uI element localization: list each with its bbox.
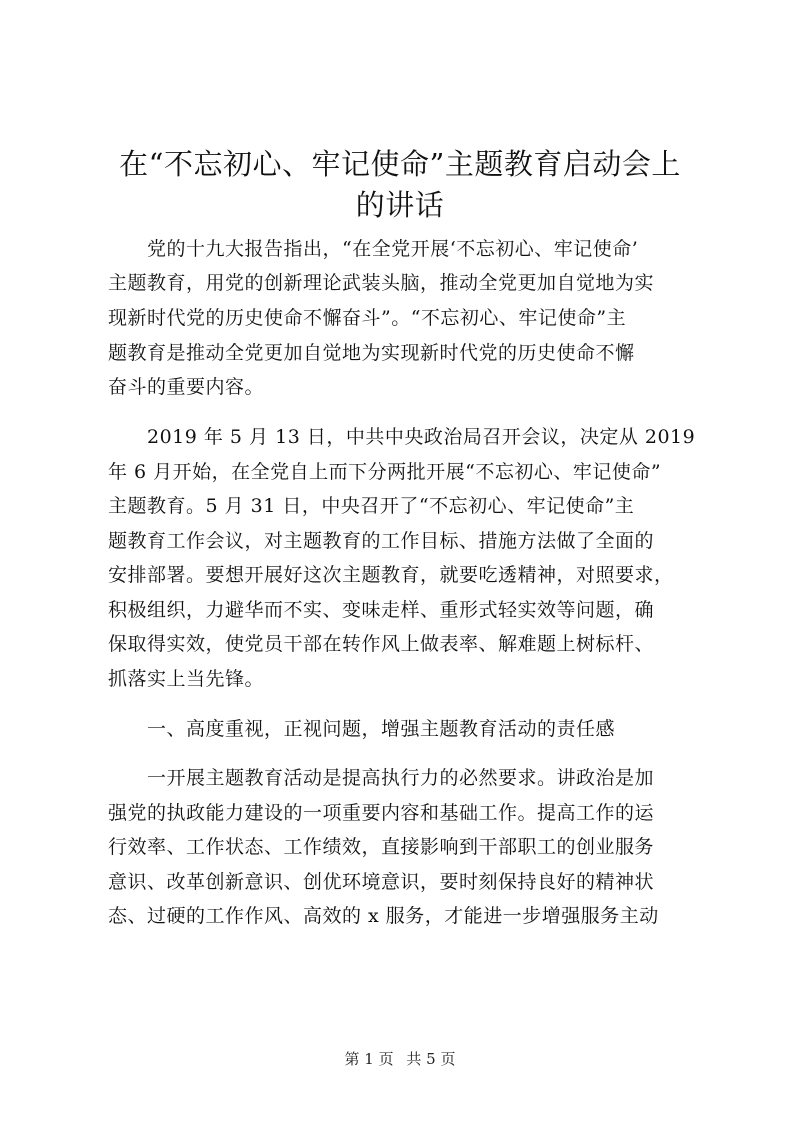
section-heading-1: 一、高度重视，正视问题，增强主题教育活动的责任感 (147, 718, 616, 740)
paragraph-1-line-4: 题教育是推动全党更加自觉地为实现新时代党的历史使命不懈 (108, 342, 635, 364)
paragraph-2-line-2: 年 6 月开始，在全党自上而下分两批开展“不忘初心、牢记使命” (108, 461, 662, 483)
document-title-line-1: 在“不忘初心、牢记使命”主题教育启动会上 (119, 147, 681, 181)
paragraph-3-line-5: 态、过硬的工作作风、高效的 x 服务，才能进一步增强服务主动 (108, 905, 659, 927)
paragraph-1-line-3: 现新时代党的历史使命不懈奋斗”。“不忘初心、牢记使命”主 (108, 307, 627, 329)
page-number-total: 共 5 页 (406, 1050, 456, 1068)
paragraph-1-line-5: 奋斗的重要内容。 (108, 376, 265, 398)
paragraph-1-line-2: 主题教育，用党的创新理论武装头脑，推动全党更加自觉地为实 (108, 272, 655, 294)
paragraph-2-line-1: 2019 年 5 月 13 日，中共中央政治局召开会议，决定从 2019 (147, 426, 696, 448)
paragraph-2-line-5: 安排部署。要想开展好这次主题教育，就要吃透精神，对照要求， (108, 564, 674, 586)
paragraph-2-line-6: 积极组织，力避华而不实、变味走样、重形式轻实效等问题，确 (108, 599, 655, 621)
paragraph-2-line-4: 题教育工作会议，对主题教育的工作目标、措施方法做了全面的 (108, 530, 655, 552)
paragraph-3-line-2: 强党的执政能力建设的一项重要内容和基础工作。提高工作的运 (108, 802, 655, 824)
paragraph-2-line-3: 主题教育。5 月 31 日，中央召开了“不忘初心、牢记使命”主 (108, 495, 635, 517)
paragraph-2-line-7: 保取得实效，使党员干部在转作风上做表率、解难题上树标杆、 (108, 633, 655, 655)
paragraph-1-line-1: 党的十九大报告指出，“在全党开展‘不忘初心、牢记使命’ (147, 238, 639, 260)
document-title-line-2: 的讲话 (355, 188, 445, 222)
paragraph-3-line-1: 一开展主题教育活动是提高执行力的必然要求。讲政治是加 (147, 767, 655, 789)
paragraph-2-line-8: 抓落实上当先锋。 (108, 668, 265, 690)
page-footer (0, 1049, 800, 1069)
page-number-current: 第 1 页 (344, 1050, 394, 1068)
paragraph-3-line-3: 行效率、工作状态、工作绩效，直接影响到干部职工的创业服务 (108, 836, 655, 858)
paragraph-3-line-4: 意识、改革创新意识、创优环境意识，要时刻保持良好的精神状 (108, 871, 655, 893)
